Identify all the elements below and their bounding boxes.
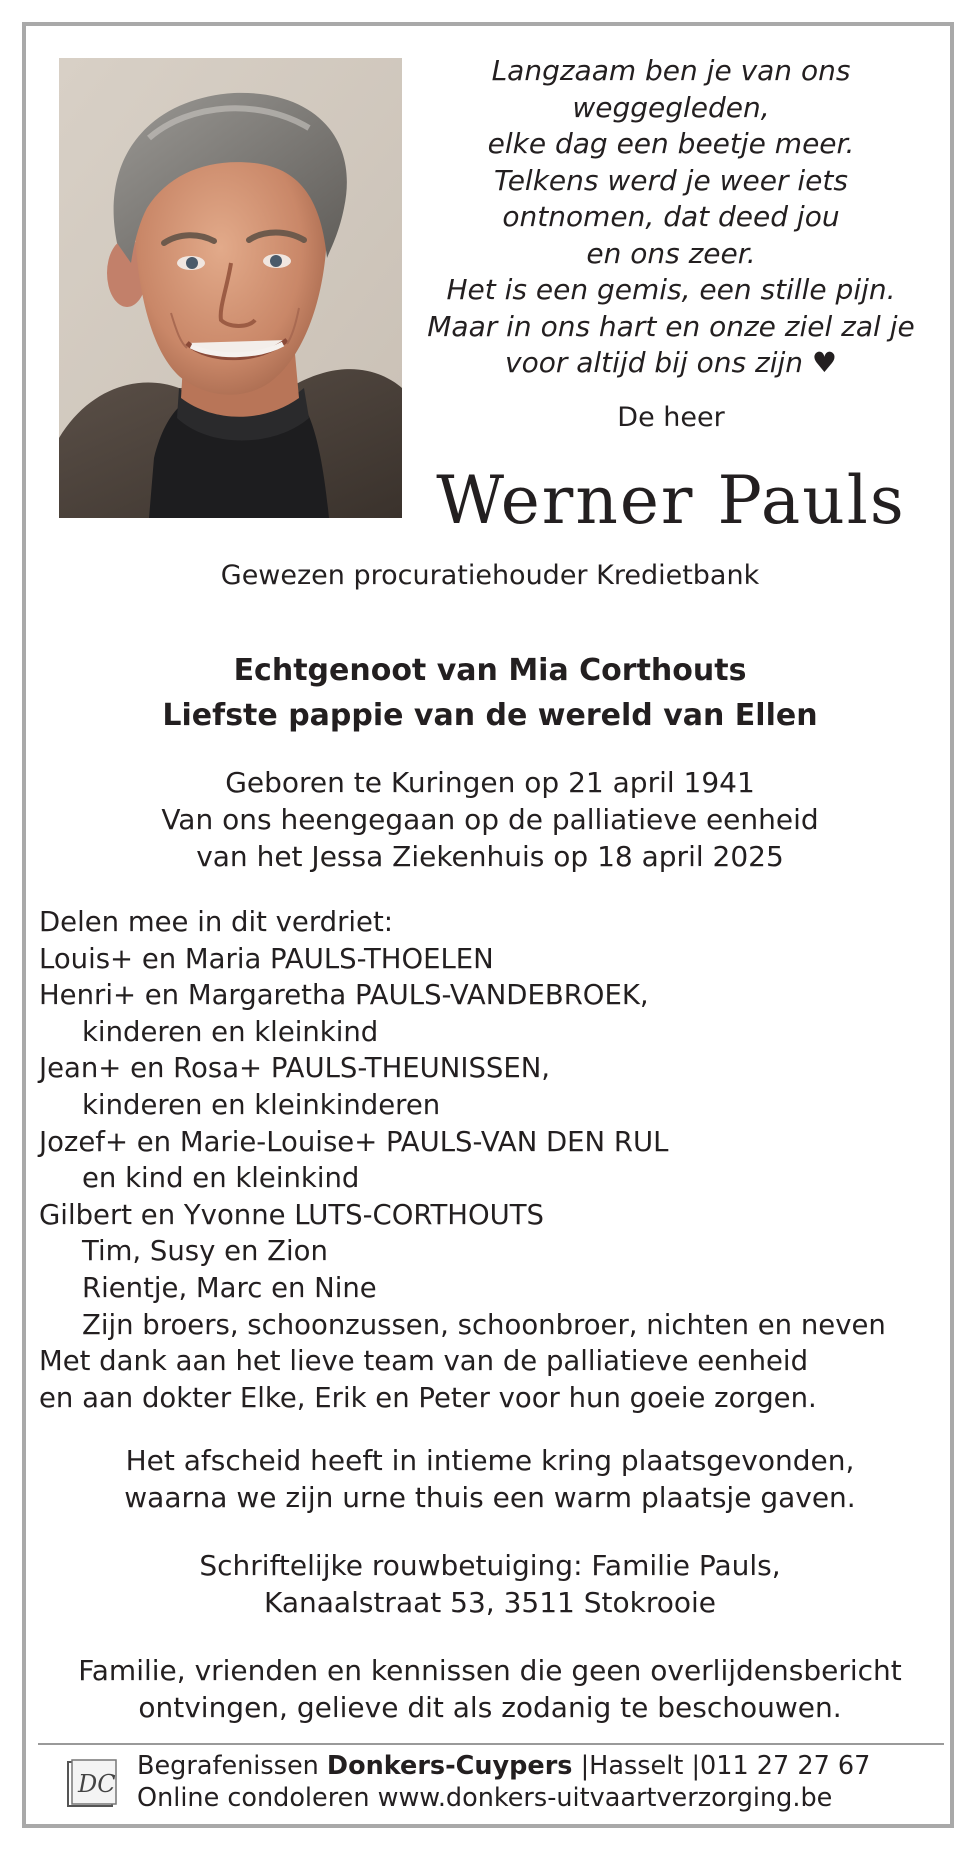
mourner-line: Met dank aan het lieve team van de palliatieve eenheid [39, 1345, 809, 1378]
mourner-line: kinderen en kleinkind [82, 1015, 379, 1048]
family-relations [26, 648, 954, 738]
svg-text:DC: DC [78, 1770, 116, 1798]
poem-line: Maar in ons hart en onze ziel zal je [427, 309, 915, 343]
mourner-line: Rientje, Marc en Nine [82, 1271, 377, 1304]
death-line: Van ons heengegaan op de palliatieve eenheid [161, 803, 819, 836]
mourner-line: Gilbert en Yvonne LUTS-CORTHOUTS [39, 1198, 545, 1231]
mourner-line: Tim, Susy en Zion [82, 1235, 328, 1268]
farewell-line: waarna we zijn urne thuis een warm plaatsje gaven. [124, 1481, 856, 1514]
footer-city: Hasselt [589, 1751, 684, 1781]
mourner-line: Henri+ en Margaretha PAULS-VANDEBROEK, [39, 979, 649, 1012]
deceased-name: Werner Pauls [436, 462, 906, 539]
notice-text [26, 1652, 954, 1726]
mourner-line: kinderen en kleinkinderen [82, 1088, 441, 1121]
address-line: Schriftelijke rouwbetuiging: Familie Pauls, [199, 1549, 781, 1582]
poem-line: ontnomen, dat deed jou [502, 200, 840, 233]
funeral-home-footer [137, 1750, 870, 1814]
footer-prefix: Begrafenissen [137, 1751, 319, 1781]
mourner-line: Louis+ en Maria PAULS-THOELEN [39, 942, 494, 975]
child-line: Liefste pappie van de wereld van Ellen [162, 698, 818, 733]
mourner-line: Jozef+ en Marie-Louise+ PAULS-VAN DEN RUL [39, 1125, 669, 1158]
death-line: van het Jessa Ziekenhuis op 18 april 2025 [196, 840, 784, 873]
notice-line: ontvingen, gelieve dit als zodanig te beschouwen. [138, 1691, 842, 1724]
poem-line: Het is een gemis, een stille pijn. [446, 273, 896, 306]
portrait-illustration [59, 58, 402, 518]
farewell-line: Het afscheid heeft in intieme kring plaatsgevonden, [125, 1444, 855, 1477]
website-link[interactable]: www.donkers-uitvaartverzorging.be [377, 1783, 833, 1813]
mourner-line: en kind en kleinkind [82, 1162, 360, 1195]
poem-line: voor altijd bij ons zijn ♥ [505, 346, 837, 379]
notice-line: Familie, vrienden en kennissen die geen overlijdensbericht [78, 1654, 902, 1687]
mourners-list [39, 904, 959, 1416]
condolence-line [137, 1782, 870, 1814]
spouse-line: Echtgenoot van Mia Corthouts [233, 653, 747, 688]
birth-line: Geboren te Kuringen op 21 april 1941 [225, 766, 755, 799]
condolence-label: Online condoleren [137, 1783, 370, 1813]
occupation: Gewezen procuratiehouder Kredietbank [220, 560, 760, 591]
poem-line: elke dag een beetje meer. [487, 127, 855, 160]
funeral-home-name: Donkers-Cuypers [326, 1751, 573, 1781]
footer-separator: | [580, 1751, 590, 1781]
mourner-line: Zijn broers, schoonzussen, schoonbroer, nichten en neven [82, 1308, 886, 1341]
honorific: De heer [617, 402, 725, 433]
mourner-line: en aan dokter Elke, Erik en Peter voor hun goeie zorgen. [39, 1381, 817, 1414]
condolence-address [26, 1547, 954, 1621]
mourner-line: Jean+ en Rosa+ PAULS-THEUNISSEN, [39, 1052, 551, 1085]
poem-line: Telkens werd je weer iets [494, 163, 848, 197]
poem-line: weggegleden, [572, 90, 770, 124]
poem-line: en ons zeer. [586, 236, 756, 270]
footer-divider [38, 1743, 944, 1745]
poem-line: Langzaam ben je van ons [491, 54, 851, 87]
mourner-line: Delen mee in dit verdriet: [39, 906, 394, 938]
address-line: Kanaalstraat 53, 3511 Stokrooie [264, 1586, 716, 1619]
birth-death-info [26, 764, 954, 875]
farewell-text [26, 1442, 954, 1516]
memorial-poem [410, 53, 932, 382]
funeral-home-line [137, 1750, 870, 1782]
footer-separator: | [691, 1751, 701, 1781]
funeral-home-logo-icon [66, 1758, 118, 1810]
footer-phone[interactable]: 011 27 27 67 [700, 1751, 871, 1781]
portrait-photo [59, 58, 402, 518]
